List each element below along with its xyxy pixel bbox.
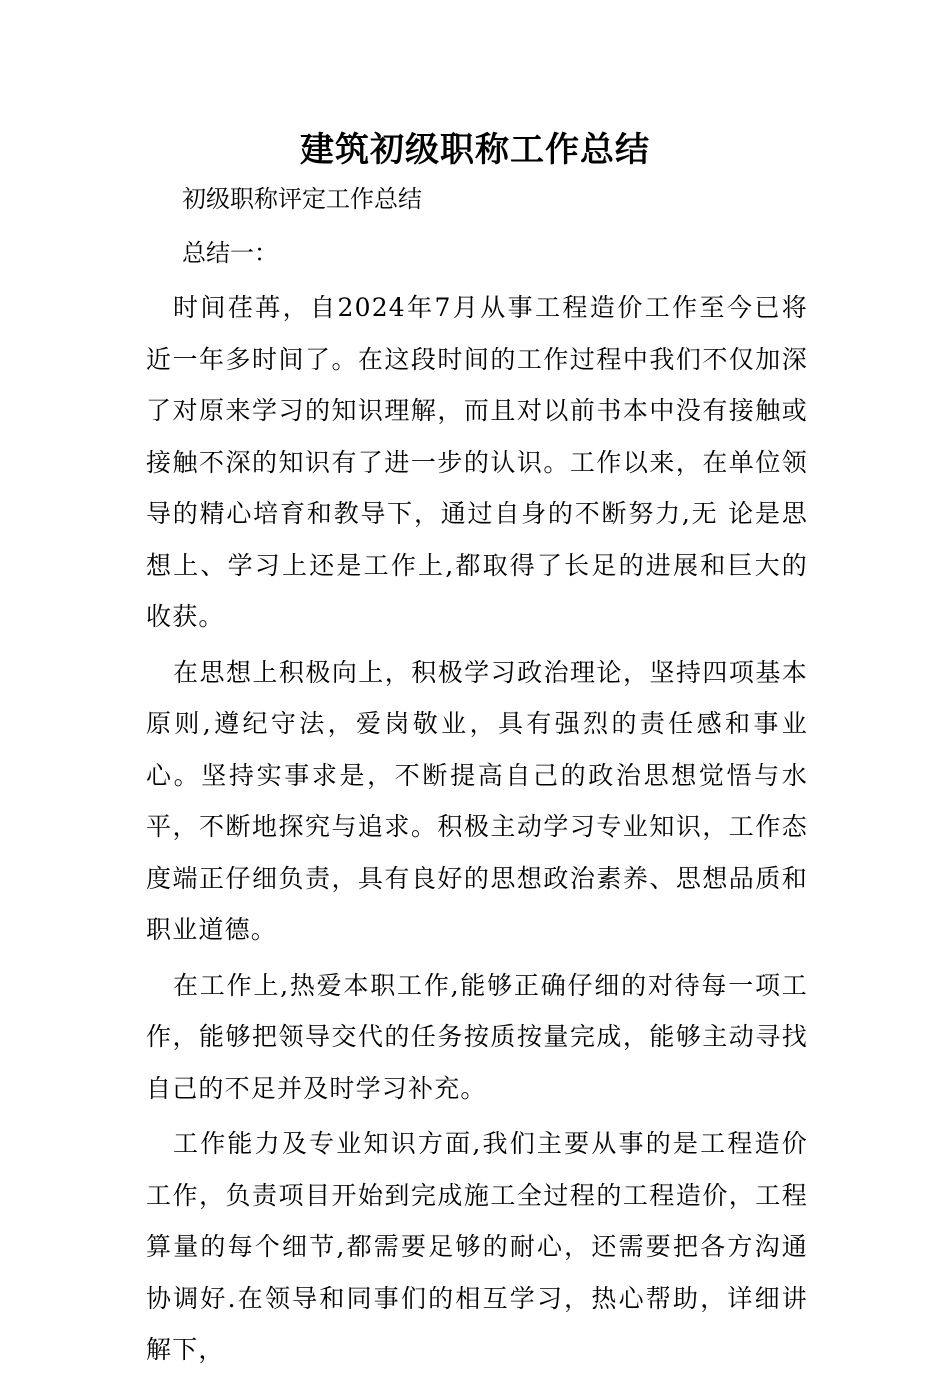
document-title: 建筑初级职称工作总结 bbox=[300, 130, 650, 170]
paragraph: 工作能力及专业知识方面,我们主要从事的是工程造价工作，负责项目开始到完成施工全过程的工程造价，工程算量的每个细节,都需要足够的耐心，还需要把各方沟通协调好.在领导和同事们的相互学习，热心帮助，详细讲解下， bbox=[146, 1129, 808, 1364]
section-heading: 总结一： bbox=[182, 239, 278, 267]
document-body bbox=[146, 282, 808, 1376]
paragraph: 时间荏苒，自2024年7月从事工程造价工作至今已将近一年多时间了。在这段时间的工作过程中我们不仅加深 了对原来学习的知识理解，而且对以前书本中没有接触或接触不深的知识有了进一步的认识。工作以来，在单位领导的精心培育和教导下，通过自身的不断努力,无 论是思想上、学习上还是工作上,都取得了长足的进展和巨大的收获。 bbox=[146, 293, 808, 631]
paragraph: 在工作上,热爱本职工作,能够正确仔细的对待每一项工作，能够把领导交代的任务按质按量完成，能够主动寻找自己的不足并及时学习补充。 bbox=[146, 970, 808, 1103]
paragraph: 在思想上积极向上，积极学习政治理论，坚持四项基本原则,遵纪守法，爱岗敬业，具有强烈的责任感和事业心。坚持实事求是，不断提高自己的政治思想觉悟与水平，不断地探究与追求。积极主动学习专业知识，工作态度端正仔细负责，具有良好的思想政治素养、思想品质和职业道德。 bbox=[146, 657, 808, 944]
document-subtitle: 初级职称评定工作总结 bbox=[182, 185, 422, 213]
